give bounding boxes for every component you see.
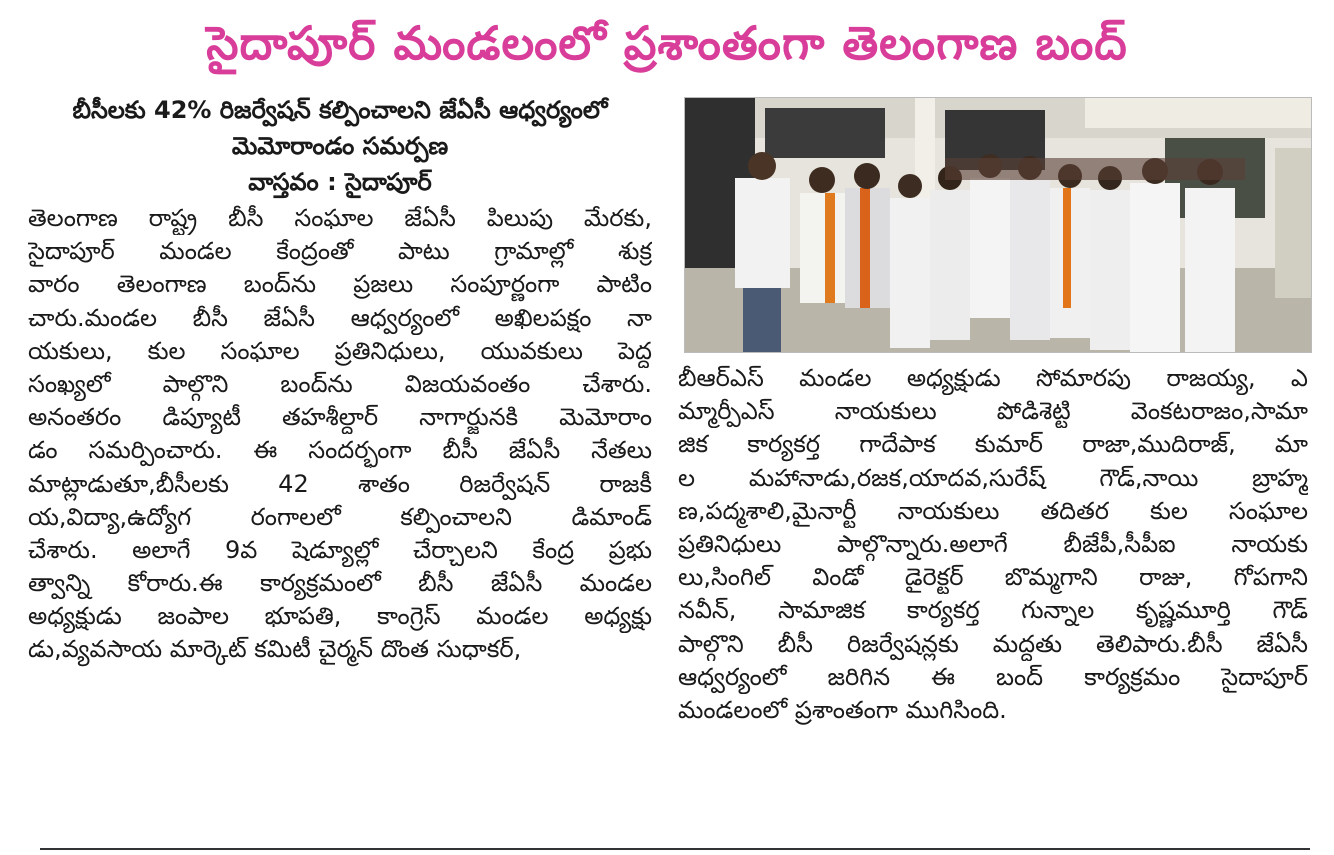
body-text-line: డం సమర్పించారు. ఈ సందర్భంగా బీసీ జేఏసీ నేతలు [28,436,652,465]
body-text-line: తెలంగాణ రాష్ట్ర బీసీ సంఘాల జేఏసీ పిలుపు మేరకు, [28,204,652,232]
body-text-line: చారు.మండల బీసీ జేఏసీ ఆధ్వర్యంలో అఖిలపక్షం నా [28,303,652,332]
news-photo-image [685,98,1312,353]
body-text-line: య,విద్యా,ఉద్యోగ రంగాలలో కల్పించాలని డిమాండ్ [28,502,652,531]
body-text-line: చేశారు. అలాగే 9వ షెడ్యూల్లో చేర్చాలని కేంద్ర ప్రభు [28,535,652,564]
body-text-line: వారం తెలంగాణ బంద్‌ను ప్రజలు సంపూర్ణంగా పాటిం [28,270,652,299]
subheadline-line-1: బీసీలకు 42% రిజర్వేషన్ కల్పించాలని జేఏసీ ఆధ్వర్యంలో [72,96,608,124]
body-text-line: మండలంలో ప్రశాంతంగా ముగిసింది. [678,695,1007,724]
right-column-body [678,362,1308,727]
left-column-body [28,202,652,667]
subheadline-line-2: మెమోరాండం సమర్పణ [231,132,449,160]
body-text-line: ణ,పద్మశాలి,మైనార్టీ నాయకులు తదితర కుల సంఘాల [678,496,1308,525]
body-text-line: ఆధ్వర్యంలో జరిగిన ఈ బంద్ కార్యక్రమం సైదాపూర్ [678,662,1308,691]
body-text-line: జిక కార్యకర్త గాదేపాక కుమార్ రాజా,ముదిరాజ్, మా [678,430,1308,459]
body-text-line: బీఆర్ఎస్ మండల అధ్యక్షుడు సోమారపు రాజయ్య, ఎ [678,364,1308,392]
body-text-line: సైదాపూర్ మండల కేంద్రంతో పాటు గ్రామాల్లో శుక్ర [28,237,652,266]
body-text-line: ప్రతినిధులు పాల్గొన్నారు.అలాగే బీజేపీ,సీపీఐ నాయకు [678,529,1308,558]
right-column [678,362,1308,727]
body-text-line: ల మహానాడు,రజక,యాదవ,సురేష్ గౌడ్,నాయి బ్రాహ్మ [678,463,1308,492]
news-photo [684,97,1312,353]
body-text-line: నవీన్, సామాజిక కార్యకర్త గున్నాల కృష్ణమూర్తి గౌడ్ [678,596,1308,625]
body-text-line: త్వాన్ని కోరారు.ఈ కార్యక్రమంలో బీసీ జేఏసీ మండల [28,569,652,598]
body-text-line: అధ్యక్షుడు జంపాల భూపతి, కాంగ్రెస్ మండల అధ్యక్షు [28,602,652,631]
body-text-line: అనంతరం డిప్యూటీ తహశీల్దార్ నాగార్జునకి మెమోరాం [28,403,652,432]
article-headline: సైదాపూర్ మండలంలో ప్రశాంతంగా తెలంగాణ బంద్ [206,16,1128,70]
body-text-line: సంఖ్యలో పాల్గొని బంద్‌ను విజయవంతం చేశారు. [28,369,652,398]
body-text-line: యకులు, కుల సంఘాల ప్రతినిధులు, యువకులు పెద్ద [28,336,652,365]
body-text-line: లు,సింగిల్ విండో డైరెక్టర్ బొమ్మగాని రాజు, గోపగాని [678,563,1308,592]
body-text-line: మాట్లాడుతూ,బీసీలకు 42 శాతం రిజర్వేషన్ రాజకీ [28,469,652,498]
left-column [28,92,652,667]
body-text-line: డు,వ్యవసాయ మార్కెట్ కమిటీ చైర్మన్ దొంత సుధాకర్, [28,635,522,664]
dateline: వాస్తవం : సైదాపూర్ [248,168,432,196]
body-text-line: మ్మార్పీఎస్ నాయకులు పోడిశెట్టి వెంకటరాజం,సామా [678,397,1308,426]
body-text-line: పాల్గొని బీసీ రిజర్వేషన్లకు మద్దతు తెలిపారు.బీసీ జేఏసీ [678,629,1308,658]
bottom-divider [40,848,1310,850]
